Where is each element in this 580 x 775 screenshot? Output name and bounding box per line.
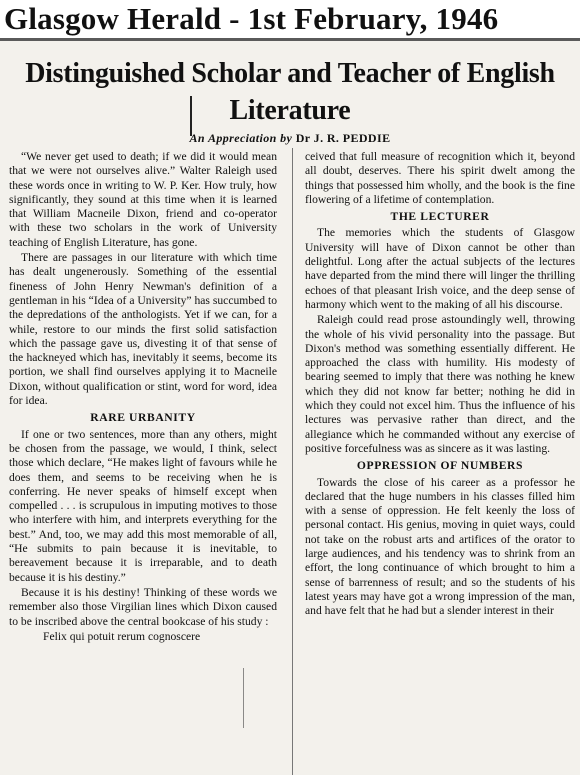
newspaper-clipping bbox=[0, 38, 580, 775]
fold-mark-lower bbox=[243, 668, 244, 728]
paragraph: Because it is his destiny! Thinking of these words we remember also those Virgilian lines which Dixon caused to be inscribed above the central bookcase of his study : bbox=[9, 585, 277, 628]
subheading: THE LECTURER bbox=[390, 210, 490, 224]
subheading: RARE URBANITY bbox=[90, 411, 196, 425]
paragraph: “We never get used to death; if we did it would mean that we were not ourselves alive.” Walter Raleigh used these words once in writing to W. P. Ker. How truly, how significantly, they sound at this time when it is learned that William Macneile Dixon, friend and co-operator with these two scholars in the work of University teaching of English Literature, has gone. bbox=[9, 150, 277, 249]
byline-prefix: An Appreciation by bbox=[189, 131, 293, 145]
article-headline: Distinguished Scholar and Teacher of English Literature bbox=[25, 58, 555, 126]
paragraph: Towards the close of his career as a professor he declared that the huge numbers in his classes filled him with a sense of oppression. He felt keenly the loss of personal contact. His genius, moving in quiet ways, could not take on the robust arts and artifices of the orator to large audiences, and his tendency was to shrink from an effort, the long continuance of which brought to him a sense of barrenness of result; and so the students of his latest years may have got a wrong impression of the man, and have felt that he had but a slender interest in their bbox=[305, 475, 575, 618]
paragraph: The memories which the students of Glasgow University will have of Dixon cannot be other than delightful. Long after the actual subjects of the lectures have departed from the mind there will linger the thrilling echoes of that pleasant Irish voice, and the deep sense of harmony which went to the making of all his discourse. bbox=[305, 226, 575, 311]
page-header bbox=[0, 0, 580, 38]
fold-mark bbox=[190, 96, 192, 136]
column-divider bbox=[292, 148, 293, 775]
clipping-top-border bbox=[0, 38, 580, 41]
paragraph: ceived that full measure of recognition which it, beyond all doubt, deserves. There his spirit dwelt among the things that possessed him wholly, and the book is the fine flowering of a lifetime of contemplation. bbox=[305, 150, 575, 206]
article-byline bbox=[0, 131, 580, 146]
right-column bbox=[305, 150, 575, 619]
byline-author: Dr J. R. PEDDIE bbox=[295, 131, 391, 145]
verse-line: Felix qui potuit rerum cognoscere bbox=[43, 629, 201, 643]
left-column bbox=[9, 150, 277, 644]
subheading: OPPRESSION OF NUMBERS bbox=[356, 459, 524, 473]
paragraph: There are passages in our literature with which time has dealt ungenerously. Something of the essential fineness of John Henry Newman's definition of a gentleman in his “Idea of a University” has succumbed to the depredations of the anthologists. Yet if we can, for a while, restore to our minds the first solid satisfaction which the passage gave us, divesting it of that sense of the hackneyed which has, inevitably it seems, become its portion, we shall find ourselves applying it to Macneile Dixon, without qualification or stint, word for word, idea for idea. bbox=[9, 251, 277, 408]
paragraph: If one or two sentences, more than any others, might be chosen from the passage, we would, I think, select those which declare, “He makes light of favours while he does them, and seems to be receiving when he is conferring. He never speaks of himself except when compelled . . . is scrupulous in imputing motives to those who interfere with him, and interprets everything for the best.” And, too, we may add this most memorable of all, “He submits to pain because it is inevitable, to bereavement because it is irreparable, and to death because it is his destiny.” bbox=[9, 427, 277, 584]
page-title: Glasgow Herald - 1st February, 1946 bbox=[4, 1, 499, 36]
paragraph: Raleigh could read prose astoundingly well, throwing the whole of his vivid personality into the passage. But Dixon's method was something essentially different. He approached the class with humility. His modesty of bearing seemed to imply that there was nothing he knew which they did not know far better; nothing he did in which they could not excel him. Thus the influence of his lectures was pervasive rather than direct, and the allegiance which he commanded without any exercise of positive forcefulness was as sincere as it was lasting. bbox=[305, 313, 575, 455]
